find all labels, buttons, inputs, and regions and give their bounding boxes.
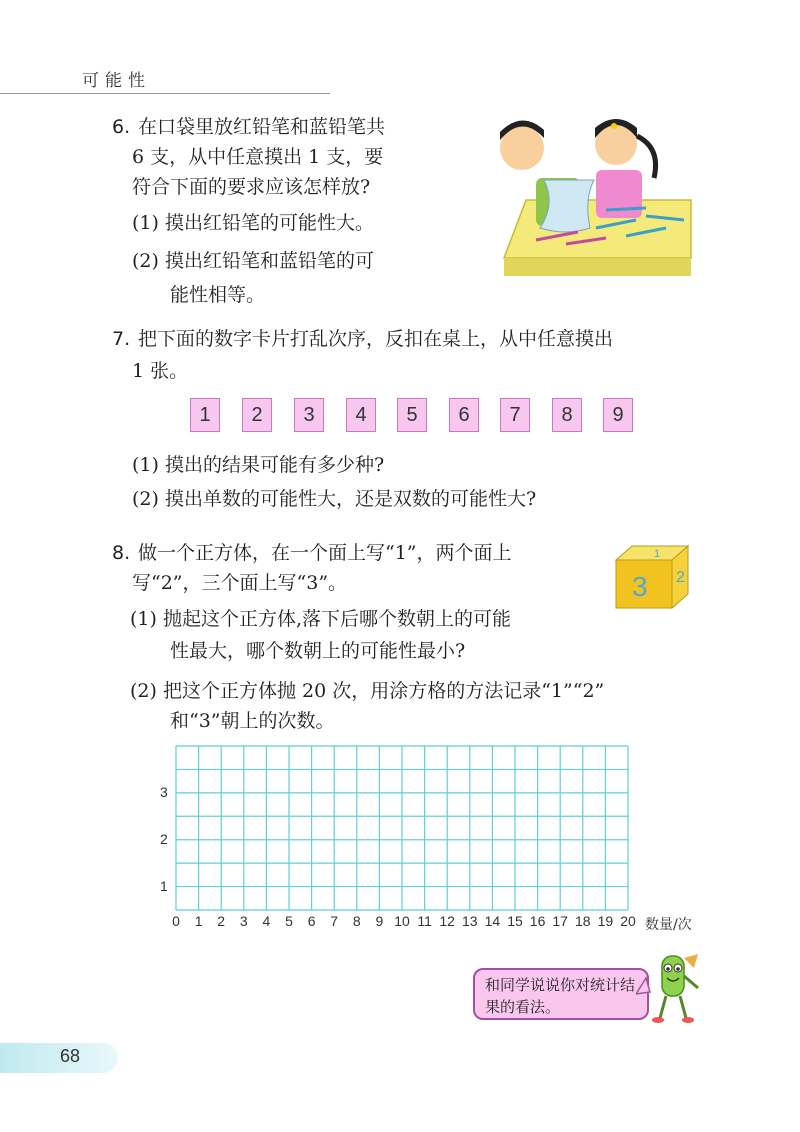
- x-tick-label: 2: [217, 913, 226, 929]
- q6-line-3: 符合下面的要求应该怎样放?: [132, 176, 371, 198]
- x-tick-label: 14: [484, 913, 501, 929]
- number-card-3: 3: [294, 398, 324, 432]
- q8-sub-2-cont: 和“3”朝上的次数。: [170, 710, 335, 732]
- grid-lines: [176, 746, 628, 910]
- number-card-1: 1: [190, 398, 220, 432]
- cube-side-label: 2: [676, 569, 685, 586]
- page-number: 68: [60, 1046, 81, 1066]
- x-tick-label: 15: [507, 913, 523, 929]
- number-card-4: 4: [346, 398, 376, 432]
- speech-bubble: [473, 968, 649, 1020]
- x-tick-label: 3: [239, 913, 248, 929]
- x-tick-label: 4: [262, 913, 271, 929]
- page-number-tab: [0, 1043, 118, 1073]
- q8-sub-1: (1) 抛起这个正方体,落下后哪个数朝上的可能: [130, 608, 511, 630]
- q8-sub-2: (2) 把这个正方体抛 20 次，用涂方格的方法记录“1”“2”: [130, 680, 605, 702]
- q8-sub-1-cont: 性最大，哪个数朝上的可能性最小?: [170, 640, 466, 662]
- x-tick-label: 20: [620, 913, 636, 929]
- x-tick-label: 18: [575, 913, 591, 929]
- q8-number: 8.: [112, 542, 131, 564]
- x-tick-label: 19: [597, 913, 614, 929]
- x-tick-label: 0: [172, 913, 180, 929]
- q7-line-2: 1 张。: [132, 360, 189, 382]
- x-tick-label: 16: [529, 913, 546, 929]
- cube-front-label: 3: [632, 571, 648, 602]
- cube-top-label: 1: [654, 548, 661, 560]
- q6-line-1: 在口袋里放红铅笔和蓝铅笔共: [138, 116, 386, 138]
- q7-sub-1: (1) 摸出的结果可能有多少种?: [132, 454, 385, 476]
- number-card-6: 6: [449, 398, 479, 432]
- x-tick-label: 10: [394, 913, 410, 929]
- q6-sub-2-cont: 能性相等。: [170, 284, 266, 306]
- q6-number: 6.: [112, 116, 131, 138]
- x-tick-label: 17: [552, 913, 568, 929]
- x-tick-label: 12: [439, 913, 455, 929]
- x-tick-label: 5: [285, 913, 293, 929]
- y-tick-label: 1: [160, 877, 168, 894]
- q6-line-2: 6 支，从中任意摸出 1 支，要: [132, 146, 384, 168]
- x-tick-label: 7: [330, 913, 339, 929]
- q7-sub-2: (2) 摸出单数的可能性大，还是双数的可能性大?: [132, 488, 537, 510]
- q8-line-1: 做一个正方体，在一个面上写“1”，两个面上: [138, 542, 512, 564]
- x-axis-unit: 数量/次: [645, 917, 692, 933]
- bubble-text: 和同学说说你对统计结果的看法。: [485, 976, 636, 1016]
- q8-line-2: 写“2”，三个面上写“3”。: [132, 572, 348, 594]
- x-tick-label: 9: [375, 913, 384, 929]
- x-tick-label: 11: [417, 913, 432, 929]
- y-tick-label: 2: [160, 830, 168, 847]
- x-tick-label: 8: [352, 913, 361, 929]
- number-card-5: 5: [397, 398, 427, 432]
- y-tick-label: 3: [160, 783, 168, 800]
- number-card-7: 7: [500, 398, 530, 432]
- x-tick-label: 6: [307, 913, 316, 929]
- q6-sub-1: (1) 摸出红铅笔的可能性大。: [132, 212, 374, 234]
- x-tick-label: 1: [194, 913, 203, 929]
- number-card-2: 2: [242, 398, 272, 432]
- number-card-9: 9: [603, 398, 633, 432]
- number-card-8: 8: [552, 398, 582, 432]
- pencil-mascot-illustration: [636, 948, 706, 1028]
- q7-line-1: 把下面的数字卡片打乱次序，反扣在桌上，从中任意摸出: [138, 328, 614, 350]
- q7-number: 7.: [112, 328, 131, 350]
- x-tick-label: 13: [462, 913, 478, 929]
- q6-sub-2: (2) 摸出红铅笔和蓝铅笔的可: [132, 250, 374, 272]
- section-title: 可能性: [82, 71, 151, 91]
